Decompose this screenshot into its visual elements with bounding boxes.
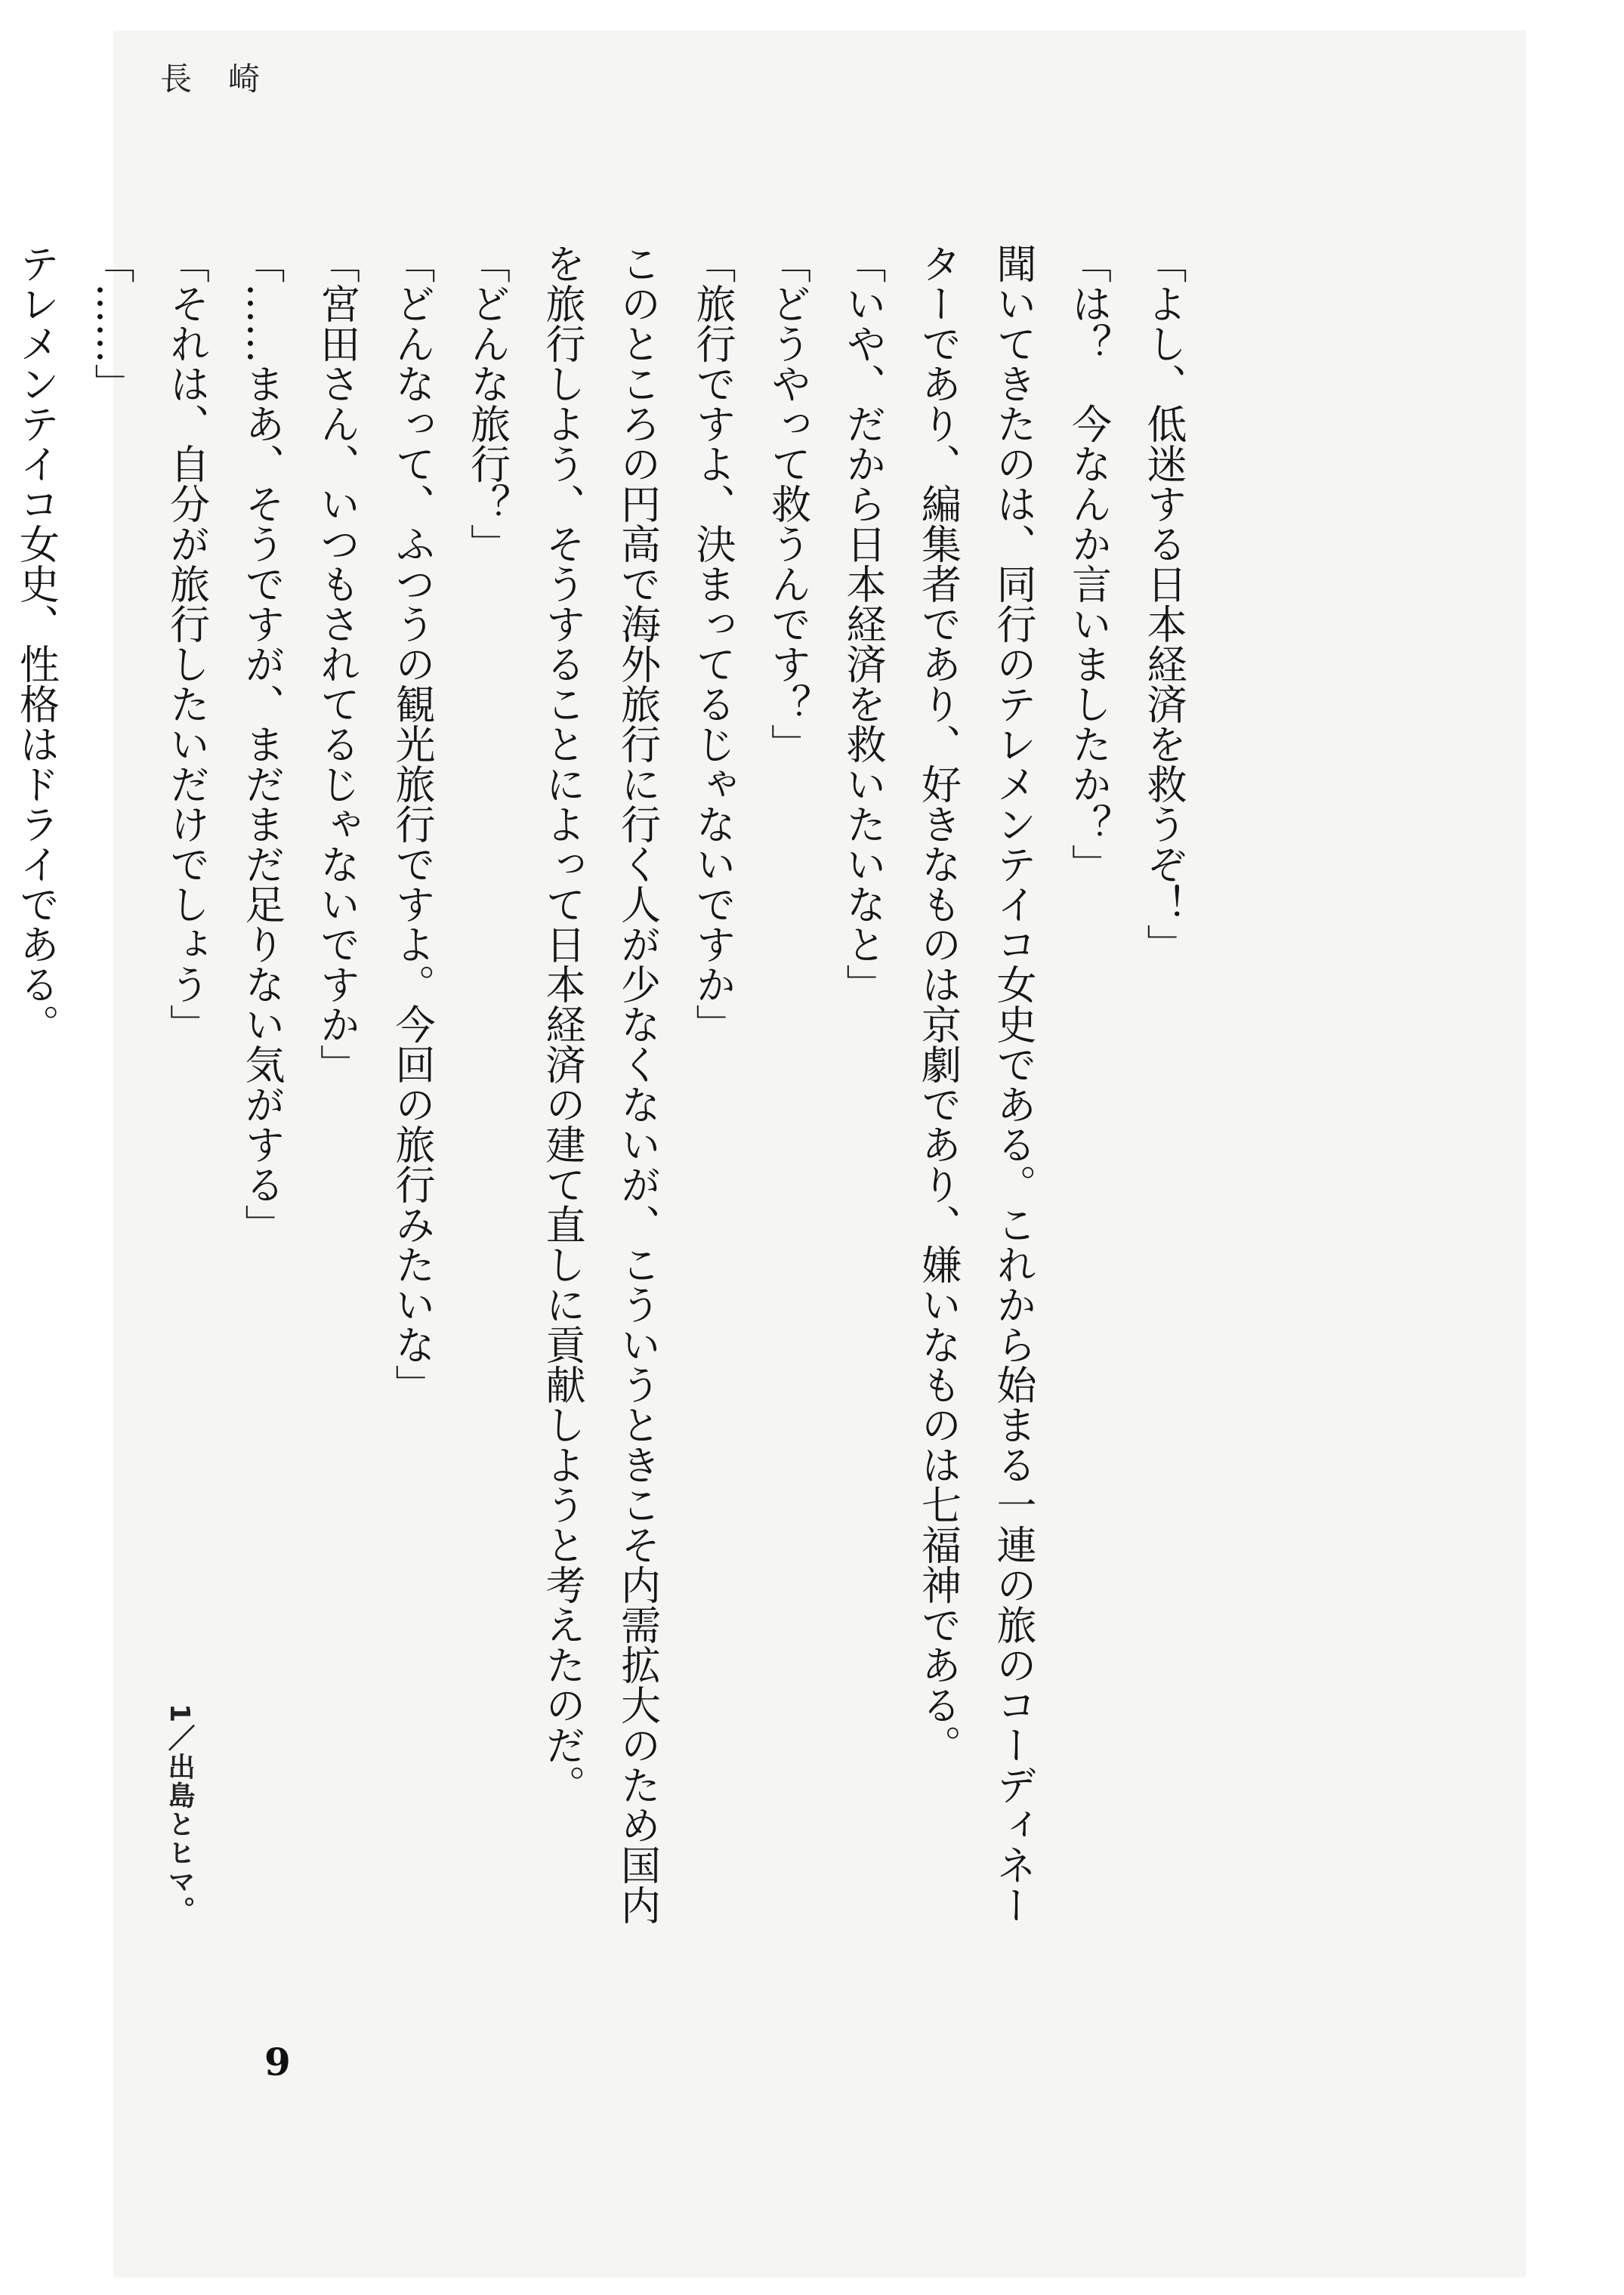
text-line: ターであり、編集者であり、好きなものは京劇であり、嫌いなものは七福神である。 [915, 243, 962, 1765]
text-line: 「それは、自分が旅行したいだけでしょう」 [163, 243, 210, 1044]
text-line: 「どんなって、ふつうの観光旅行ですよ。今回の旅行みたいな」 [389, 243, 435, 1404]
text-line: 「……まあ、そうですが、まだまだ足りない気がする」 [239, 243, 285, 1244]
text-line: 聞いてきたのは、同行のテレメンテイコ女史である。これから始まる一連の旅のコーディネー [990, 243, 1036, 1925]
text-line: 「旅行ですよ、決まってるじゃないですか」 [690, 243, 736, 1044]
text-line: 「どうやって救うんです？」 [764, 243, 811, 764]
text-line: 「宮田さん、いつもされてるじゃないですか」 [313, 243, 360, 1084]
chapter-tab: 1／出島とヒマ。 [164, 1703, 195, 1926]
text-line: 「どんな旅行？」 [464, 243, 511, 564]
text-line: 「いや、だから日本経済を救いたいなと」 [840, 243, 886, 1004]
text-line: 「は？ 今なんか言いましたか？」 [1065, 243, 1112, 884]
text-line: このところの円高で海外旅行に行く人が少なくないが、こういうときこそ内需拡大のため国内 [614, 243, 661, 1925]
page-number: 9 [264, 2040, 291, 2084]
text-line: 「よし、低迷する日本経済を救うぞ！」 [1141, 243, 1187, 964]
text-line: を旅行しよう、そうすることによって日本経済の建て直しに貢献しようと考えたのだ。 [539, 243, 585, 1805]
running-head: 長崎 [160, 60, 297, 97]
text-line: テレメンテイコ女史、性格はドライである。 [13, 243, 60, 1044]
text-line: 「……」 [88, 243, 134, 403]
